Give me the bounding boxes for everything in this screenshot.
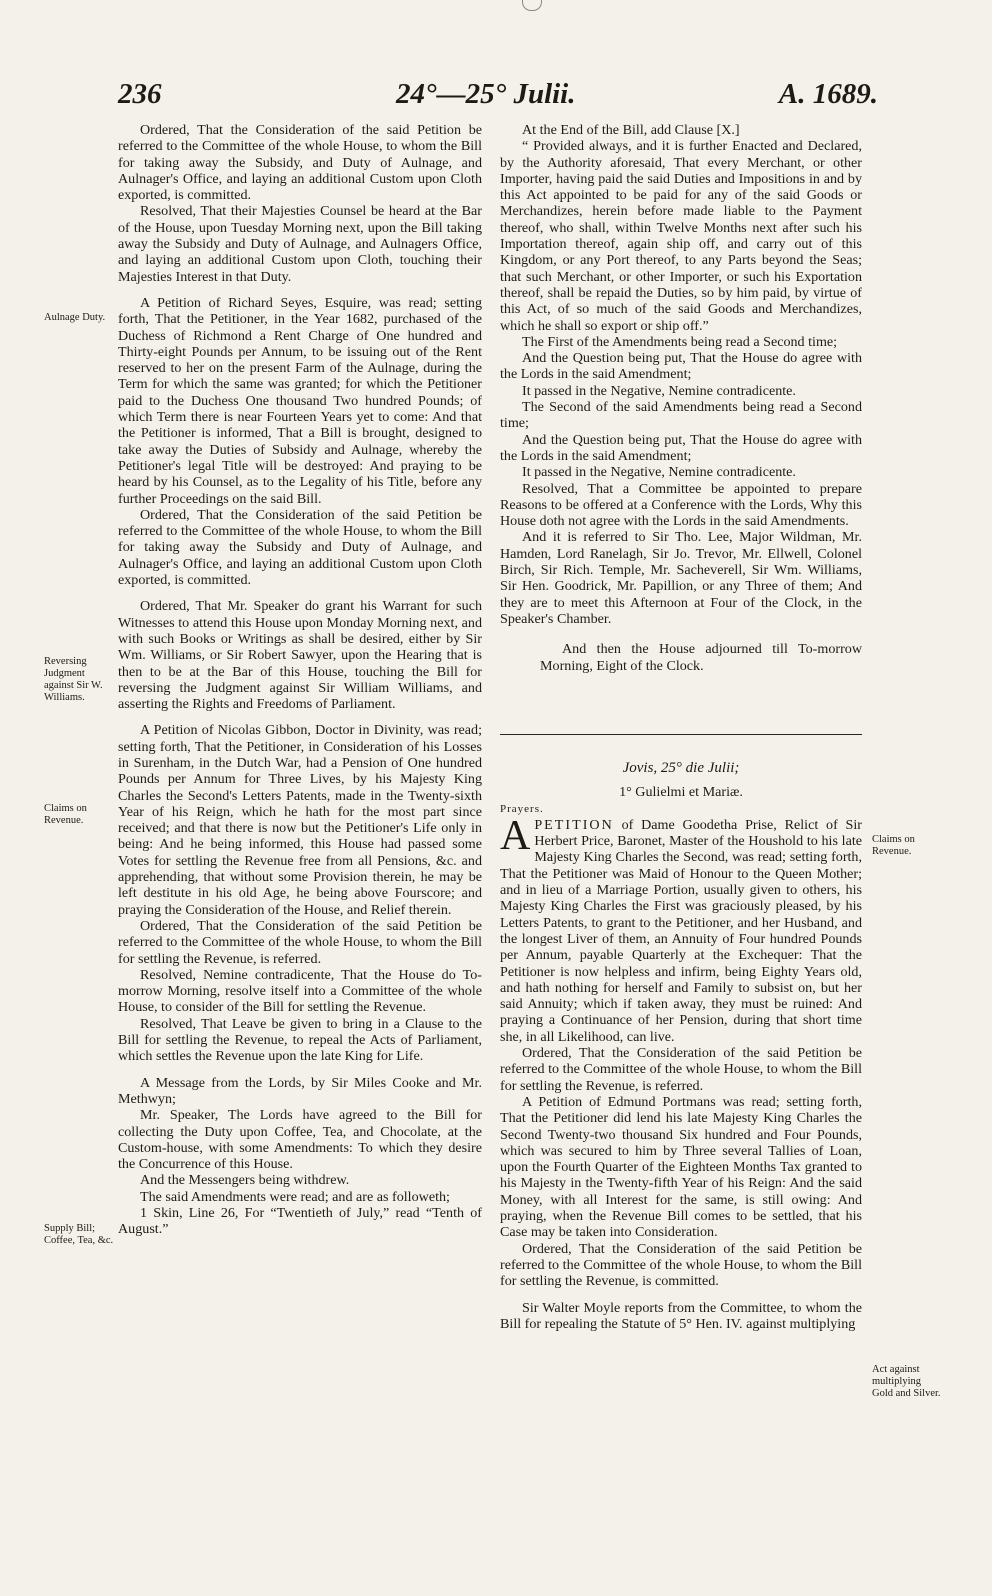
paragraph: Ordered, That the Consideration of the said Petition be referred to the Committee of the whole House, to whom the Bill for settling the Revenue, is referred. — [500, 1045, 862, 1094]
page-number: 236 — [118, 78, 162, 110]
paragraph: Resolved, Nemine contradicente, That the House do To-morrow Morning, resolve itself into a Committee of the whole House, to consider of the Bill for settling the Revenue. — [118, 966, 482, 1016]
paragraph: Ordered, That Mr. Speaker do grant his Warrant for such Witnesses to attend this House upon Monday Morning next, and with such Books or Writings as shall be desired, either by Sir Wm. Williams, or Sir Robert Sawyer, upon the Hearing that is then to be at the Bar of this House, touching the Bill for reversing the Judgment against Sir William Williams, and asserting the Rights and Freedoms of Parliament. — [118, 598, 482, 713]
margin-note-act-against: Act against multiplying Gold and Silver. — [872, 1364, 941, 1399]
paragraph: A Petition of Nicolas Gibbon, Doctor in Divinity, was read; setting forth, That the Petitioner, in Consideration of his Losses in Surenham, in the Dutch War, had a Pension of One hundred Pounds per Annum for Three Lives, by his Majesty King Charles the Second's Letters Patents, made in the Twenty-sixth Year of his Reign, which he hath for the most part since received; and that there is now but the Petitioner's Life only in being: And he being informed, this House had passed some Votes for settling the Revenue free from all Pensions, &c. and apprehending, that without some Provision therein, he may be left destitute in his old Age, he being above Fourscore; and praying the Consideration of the House, and Relief therein. — [118, 722, 482, 918]
prayers-heading: Prayers. — [500, 802, 544, 815]
right-column-lower — [500, 760, 862, 1332]
paragraph: Ordered, That the Consideration of the said Petition be referred to the Committee of the whole House, to whom the Bill for taking away the Subsidy and Duty of Aulnage, and Aulnager's Office, and laying an additional Custom upon Cloth exported, is committed. — [118, 506, 482, 589]
paragraph: Resolved, That Leave be given to bring in a Clause to the Bill for settling the Revenue, to repeal the Acts of Parliament, which settles the Revenue upon the late King for Life. — [118, 1015, 482, 1065]
petition-caps: PETITION — [534, 816, 614, 833]
paragraph: And the Question being put, That the House do agree with the Lords in the said Amendment; — [500, 431, 862, 464]
margin-note-claims-left: Claims on Revenue. — [44, 803, 87, 826]
paragraph: A Petition of Richard Seyes, Esquire, was read; setting forth, That the Petitioner, in the Year 1682, purchased of the Duchess of Richmond a Rent Charge of One hundred and Thirty-eight Pounds per Annum, to be issuing out of the Rent reserved to her on the present Farm of the Aulnage, during the Term for which the same was granted; for which the Petitioner paid to the Duchess One thousand Two hundred Pounds; of which Term there is near Fourteen Years yet to come: And that the Petitioner is informed, That a Bill is brought, designed to take away the Duties of Subsidy and Aulnage, whereby the Petitioner's legal Title will be destroyed: And praying to be heard by his Counsel, as to the Legality of his Title, before any further Proceedings on the said Bill. — [118, 294, 482, 507]
paragraph: A Petition of Edmund Portmans was read; setting forth, That the Petitioner did lend his late Majesty King Charles the Second Twenty-two thousand Six hundred and Four Pounds, which was secured to him by Three several Tallies of Loan, upon the Fourth Quarter of the Eighteen Months Tax granted to his Majesty in the Twenty-fifth Year of his Reign: And the said Money, with all Interest for the same, is still owing: And praying, when the Revenue Bill comes to be settled, that his Case may be taken into Consideration. — [500, 1093, 862, 1241]
margin-note-aulnage: Aulnage Duty. — [44, 312, 106, 323]
paragraph: “ Provided always, and it is further Enacted and Declared, by the Authority aforesaid, That every Merchant, or other Importer, having paid the said Duties and Impositions in and by this Act appointed to be paid for any of the said Goods or Merchandizes, herein before made liable to the Payment thereof, who shall, within Twelve Months next after such his Importation thereof, again ship off, and carry out of this Kingdom, or any Port thereof, to any Parts beyond the Seas; that such Merchant, or other Importer, or such his Exportation thereof, shall be repaid the Duties, so by him paid, by virtue of this Act, of so much of the said Goods and Merchandizes, which he shall so export or ship off.” — [500, 138, 862, 334]
page-header — [118, 78, 878, 118]
paragraph: Mr. Speaker, The Lords have agreed to the Bill for collecting the Duty upon Coffee, Tea, and Chocolate, at the Custom-house, with some Amendments: To which they desire the Concurrence of this House. — [118, 1107, 482, 1173]
paragraph: It passed in the Negative, Nemine contradicente. — [522, 382, 796, 399]
paragraph: Ordered, That the Consideration of the said Petition be referred to the Committee of the whole House, to whom the Bill for settling the Revenue, is referred. — [118, 917, 482, 967]
paragraph: The said Amendments were read; and are as followeth; — [140, 1188, 450, 1205]
paragraph: The First of the Amendments being read a Second time; — [522, 333, 838, 350]
paragraph: And the Messengers being withdrew. — [140, 1172, 350, 1189]
paragraph: And the Question being put, That the House do agree with the Lords in the said Amendment; — [500, 350, 862, 383]
paragraph: A Message from the Lords, by Sir Miles Cooke and Mr. Methwyn; — [118, 1074, 482, 1107]
paragraph: 1 Skin, Line 26, For “Twentieth of July,” read “Tenth of August.” — [118, 1205, 482, 1238]
header-year: A. 1689. — [778, 78, 878, 110]
section-divider — [500, 734, 862, 735]
reign-heading: 1° Gulielmi et Mariæ. — [619, 784, 743, 801]
adjournment: And then the House adjourned till To-morrow Morning, Eight of the Clock. — [540, 641, 862, 674]
paragraph: The Second of the said Amendments being read a Second time; — [500, 399, 862, 432]
binding-mark — [522, 0, 542, 11]
margin-note-reversing: Reversing Judgment against Sir W. Williams. — [44, 656, 103, 703]
right-column — [500, 122, 862, 674]
paragraph: And it is referred to Sir Tho. Lee, Major Wildman, Mr. Hamden, Lord Ranelagh, Sir Jo. Trevor, Mr. Ellwell, Colonel Birch, Sir Rich. Temple, Mr. Sacheverell, Sir Wm. Williams, Sir Hen. Goodrick, Mr. Papillion, or any Three of them; And they are to meet this Afternoon at Four of the Clock, in the Speaker's Chamber. — [500, 529, 862, 627]
paragraph — [500, 812, 862, 1045]
paragraph: At the End of the Bill, add Clause [X.] — [522, 122, 740, 138]
paragraph: Resolved, That a Committee be appointed to prepare Reasons to be offered at a Conference with the Lords, Why this House doth not agree with the Lords in the said Amendments. — [500, 480, 862, 530]
petition-text: of Dame Goodetha Prise, Relict of Sir Herbert Price, Baronet, Master of the Houshold to his late Majesty King Charles the Second, was read; setting forth, That the Petitioner was Maid of Honour to the Queen Mother; and in lieu of a Marriage Portion, usually given to others, his Majesty King Charles the First was graciously pleased, by his Letters Patents, to grant to the Petitioner, and her Husband, and the longest Liver of them, an Annuity of Four hundred Pounds per Annum, payable Quarterly at the Exchequer: That the Petitioner is now helpless and infirm, being Eighty Years old, and hath nothing for herself and Family to subsist on, but her said Annuity; which if taken away, they must be ruined: And praying a Continuance of her Pension, during that short time she, in all Likelihood, can live. — [500, 816, 862, 1045]
paragraph: Sir Walter Moyle reports from the Committee, to whom the Bill for repealing the Statute of 5° Hen. IV. against multiplying — [500, 1299, 862, 1332]
drop-cap: A — [500, 812, 531, 859]
day-heading: Jovis, 25° die Julii; — [622, 760, 740, 776]
paragraph: It passed in the Negative, Nemine contradicente. — [522, 464, 796, 481]
paragraph: Resolved, That their Majesties Counsel be heard at the Bar of the House, upon Tuesday Morning next, upon the Bill taking away the Subsidy and Duty of Aulnage, and Aulnagers Office, and laying an additional Custom upon Cloth, touching their Majesties Interest in that Duty. — [118, 203, 482, 285]
margin-note-claims-right: Claims on Revenue. — [872, 834, 915, 857]
left-column — [118, 122, 482, 1238]
header-date: 24°—25° Julii. — [396, 78, 576, 110]
paragraph: Ordered, That the Consideration of the said Petition be referred to the Committee of the whole House, to whom the Bill for taking away the Subsidy, and Duty of Aulnage, and Aulnager's Office, and laying an additional Custom upon Cloth exported, is committed. — [118, 122, 482, 204]
paragraph: Ordered, That the Consideration of the said Petition be referred to the Committee of the whole House, to whom the Bill for settling the Revenue, is committed. — [500, 1240, 862, 1290]
margin-note-supply: Supply Bill; Coffee, Tea, &c. — [44, 1223, 114, 1246]
